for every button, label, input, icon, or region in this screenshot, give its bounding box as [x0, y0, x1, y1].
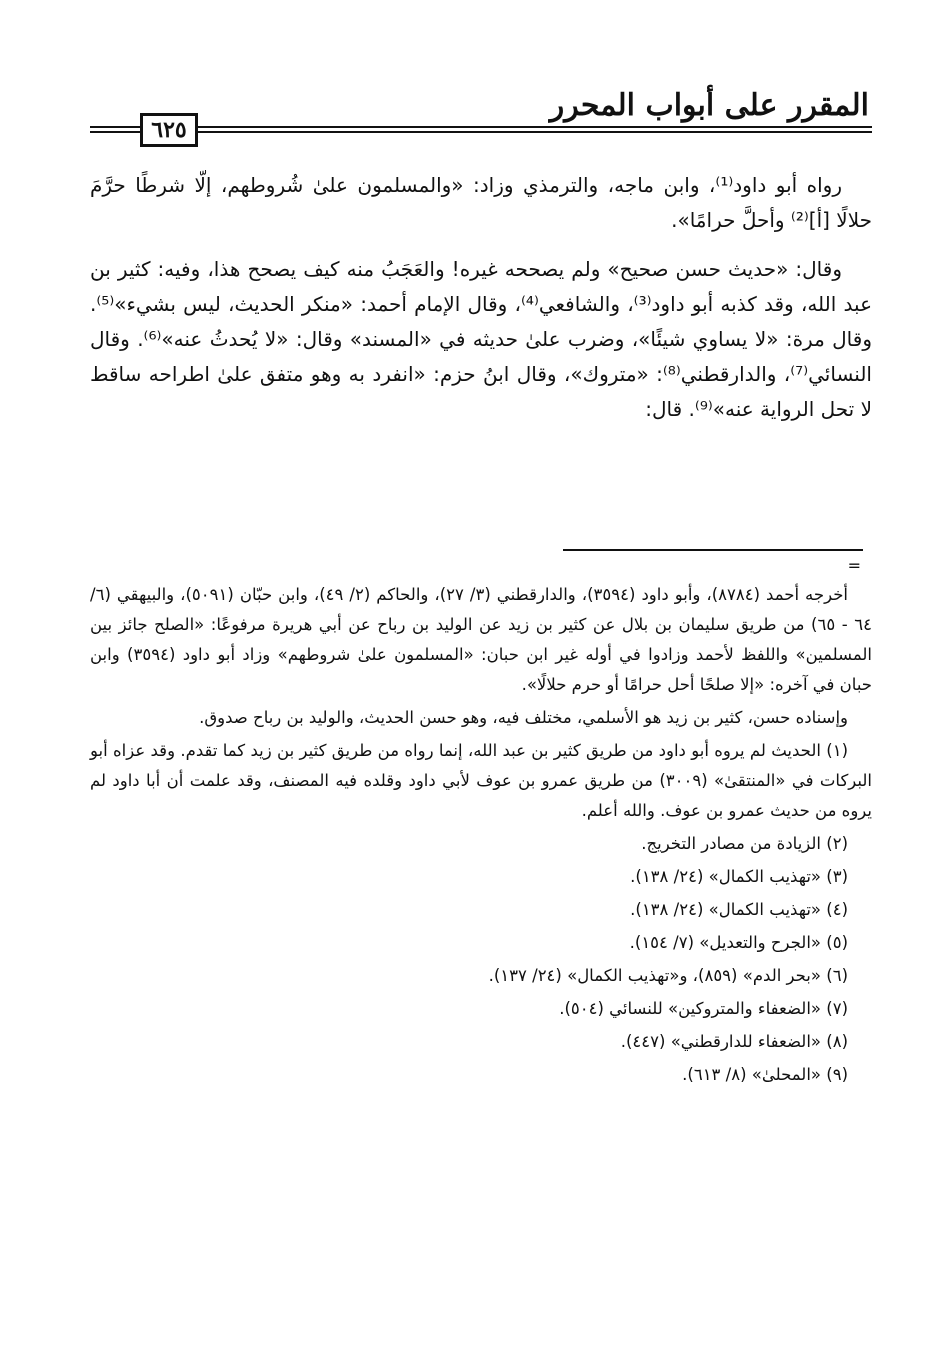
body-paragraph: رواه أبو داود⁽¹⁾، وابن ماجه، والترمذي وزاد: «والمسلمون علىٰ شُروطهم، إلّا شرطًا حرَّمَ حلالًا [أ]⁽²⁾ وأحلَّ حرامًا».: [90, 173, 872, 232]
body-paragraph: وقال: «حديث حسن صحيح» ولم يصححه غيره! والعَجَبُ منه كيف يصحح هذا، وفيه: كثير بن عبد الله، وقد كذبه أبو داود⁽³⁾، والشافعي⁽⁴⁾، وقال الإمام أحمد: «منكر الحديث، ليس بشيء»⁽⁵⁾. وقال مرة: «لا يساوي شيئًا»، وضرب علىٰ حديثه في «المسند» وقال: «لا يُحدثُ عنه»⁽⁶⁾. وقال النسائي⁽⁷⁾، والدارقطني⁽⁸⁾: «متروك»، وقال ابنُ حزم: «انفرد به وهو متفق علىٰ اطراحه ساقط لا تحل الرواية عنه»⁽⁹⁾. قال:: [90, 257, 873, 421]
footnote-item: (١) الحديث لم يروه أبو داود من طريق كثير بن عبد الله، إنما رواه من طريق كثير بن زيد كما تقدم. وقد عزاه أبو البركات في «المنتقىٰ» (٣٠٠٩) من طريق عمرو بن عوف لأبي داود وقلده فيه المصنف، وقد علمت أن أبا داود لم يروه من حديث عمرو بن عوف. والله أعلم.: [90, 741, 872, 820]
footnote-item: (٣) «تهذيب الكمال» (٢٤/ ١٣٨).: [630, 867, 848, 886]
footnote-item: (٤) «تهذيب الكمال» (٢٤/ ١٣٨).: [630, 900, 848, 919]
footnote-item: (٧) «الضعفاء والمتروكين» للنسائي (٥٠٤).: [559, 999, 848, 1018]
footnote-item: (٥) «الجرح والتعديل» (٧/ ١٥٤).: [629, 933, 848, 952]
header-rule-left-lower: [90, 131, 140, 133]
footnote-item: (٩) «المحلىٰ» (٨/ ٦١٣).: [682, 1065, 848, 1084]
footnote-item: (٢) الزيادة من مصادر التخريج.: [641, 834, 848, 853]
footnote-item: وإسناده حسن، كثير بن زيد هو الأسلمي، مختلف فيه، وهو حسن الحديث، والوليد بن رباح صدوق.: [199, 708, 848, 727]
footnotes: [90, 580, 872, 1093]
header-rule-left-upper: [90, 126, 140, 128]
footnote-item: (٨) «الضعفاء للدارقطني» (٤٤٧).: [620, 1032, 848, 1051]
main-text: [90, 168, 872, 441]
footnote-separator: [563, 549, 863, 551]
footnote-continuation-mark: =: [847, 556, 861, 575]
footnote-item: (٦) «بحر الدم» (٨٥٩)، و«تهذيب الكمال» (٢٤/ ١٣٧).: [488, 966, 848, 985]
footnote-item: أخرجه أحمد (٨٧٨٤)، وأبو داود (٣٥٩٤)، والدارقطني (٣/ ٢٧)، والحاكم (٢/ ٤٩)، وابن حبّان (٥٠٩١)، والبيهقي (٦/ ٦٤ - ٦٥) من طريق سليمان بن بلال عن كثير بن زيد عن الوليد بن رباح عن أبي هريرة مرفوعًا: «الصلح جائز بين المسلمين» واللفظ لأحمد وزادوا في أوله غير ابن حبان: «المسلمون علىٰ شروطهم» وزاد أبو داود (٣٥٩٤) وابن حبان في آخره: «إلا صلحًا أحل حرامًا أو حرم حلالًا».: [90, 585, 872, 694]
header-rule-lower: [198, 131, 872, 133]
running-header-title: المقرر على أبواب المحرر: [549, 88, 869, 123]
page-number: ٦٢٥: [140, 113, 198, 147]
header-rule-upper: [198, 126, 872, 128]
